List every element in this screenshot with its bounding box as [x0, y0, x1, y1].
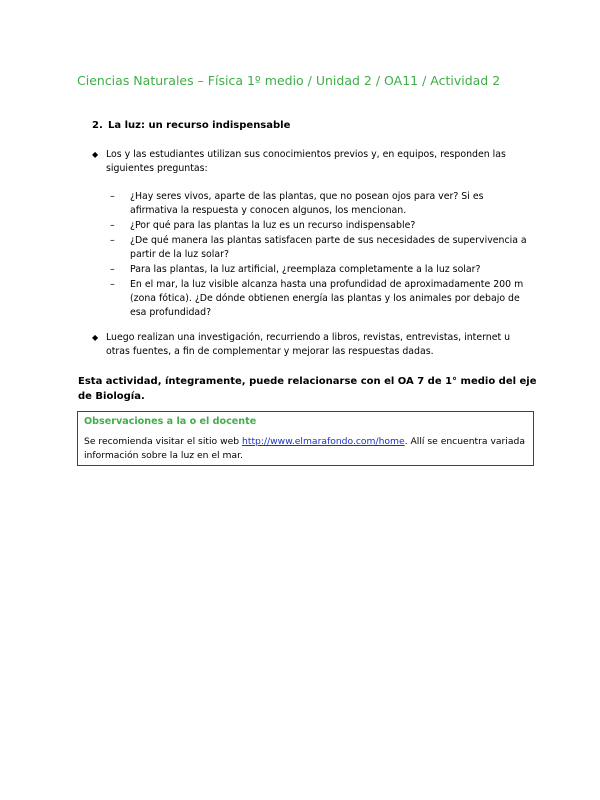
observations-box: [77, 411, 534, 466]
question-text: En el mar, la luz visible alcanza hasta una profundidad de aproximadamente 200 m (zona fótica). ¿De dónde obtienen energía las plantas y los animales por debajo de esa profundidad?: [130, 279, 524, 318]
observations-text: [84, 435, 527, 463]
list-item: [110, 234, 530, 262]
bullet-icon: ◆: [92, 150, 99, 159]
section-number: 2.: [92, 120, 103, 131]
bullet-item: [92, 331, 532, 359]
section-title: [92, 120, 290, 131]
dash-icon: –: [110, 279, 115, 290]
observations-text-after: . Allí se encuentra variada información sobre la luz en el mar.: [84, 436, 525, 461]
bullet-item: [92, 148, 532, 176]
list-item: [110, 219, 530, 233]
website-link[interactable]: http://www.elmarafondo.com/home: [242, 436, 405, 447]
bullet-text: Los y las estudiantes utilizan sus conocimientos previos y, en equipos, responden las siguientes preguntas:: [106, 149, 506, 174]
bullet-icon: ◆: [92, 333, 99, 342]
list-item: [110, 190, 530, 218]
question-text: ¿Por qué para las plantas la luz es un recurso indispensable?: [130, 220, 416, 231]
list-item: [110, 263, 530, 277]
observations-text-before: Se recomienda visitar el sitio web: [84, 436, 243, 447]
question-text: ¿Hay seres vivos, aparte de las plantas, que no posean ojos para ver? Si es afirmativa la respuesta y conocen algunos, los mencionan.: [130, 191, 484, 216]
bullet-text: Luego realizan una investigación, recurriendo a libros, revistas, entrevistas, internet u otras fuentes, a fin de complementar y mejorar las respuestas dadas.: [106, 332, 511, 357]
observations-title: Observaciones a la o el docente: [84, 416, 257, 427]
biology-note: Esta actividad, íntegramente, puede relacionarse con el OA 7 de 1° medio del eje de Biología.: [78, 376, 537, 402]
dash-icon: –: [110, 235, 115, 246]
section-title-text: La luz: un recurso indispensable: [108, 120, 291, 131]
question-text: Para las plantas, la luz artificial, ¿reemplaza completamente a la luz solar?: [130, 264, 481, 275]
dash-icon: –: [110, 191, 115, 202]
question-text: ¿De qué manera las plantas satisfacen parte de sus necesidades de supervivencia a partir de la luz solar?: [130, 235, 527, 260]
question-list: [110, 190, 530, 321]
page-header-breadcrumb: Ciencias Naturales – Física 1º medio / Unidad 2 / OA11 / Actividad 2: [77, 73, 501, 88]
dash-icon: –: [110, 264, 115, 275]
dash-icon: –: [110, 220, 115, 231]
list-item: [110, 278, 530, 320]
